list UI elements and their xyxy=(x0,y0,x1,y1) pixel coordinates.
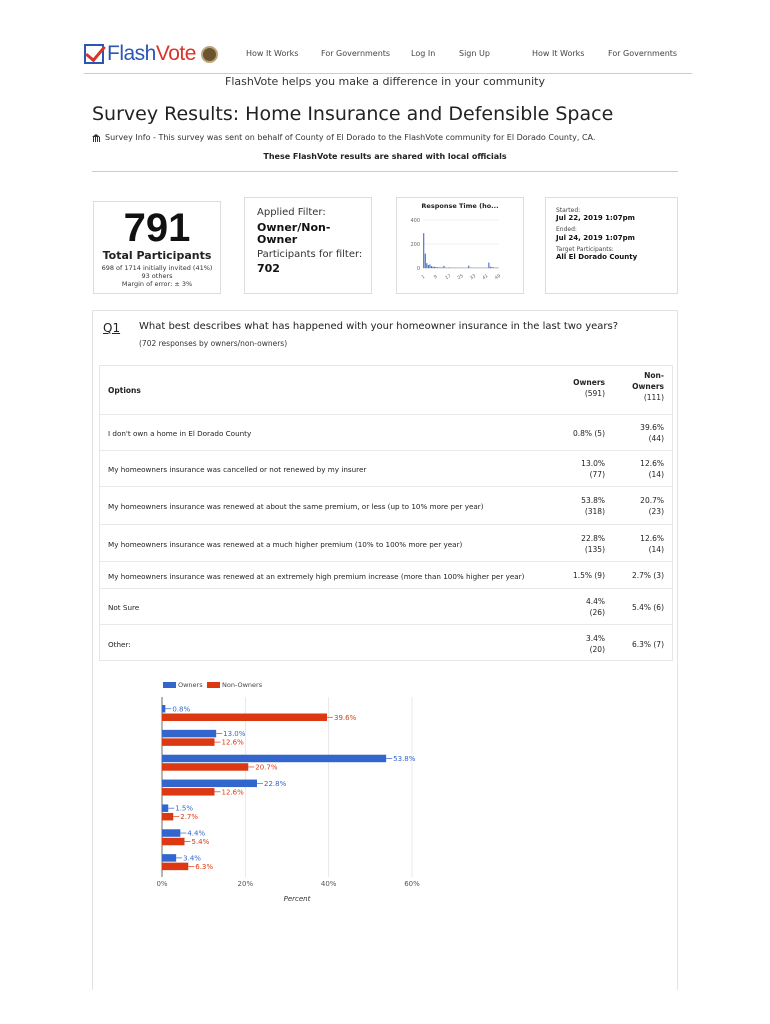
target-value: All El Dorado County xyxy=(556,253,638,261)
nonowners-cell xyxy=(614,458,664,480)
chart-bar xyxy=(162,714,327,722)
nonowners-cell-percent: 2.7% (3) xyxy=(631,571,664,580)
legend-owners-swatch xyxy=(163,682,176,688)
total-participants-label: Total Participants xyxy=(102,249,212,262)
owners-cell xyxy=(545,570,605,581)
histogram-bar xyxy=(490,267,491,268)
page-title: Survey Results: Home Insurance and Defensible Space xyxy=(92,103,614,125)
table-row xyxy=(100,414,672,450)
chart-bar xyxy=(162,813,173,821)
filter-participants-value: 702 xyxy=(257,262,280,275)
chart-bar xyxy=(162,838,185,846)
question-text: What best describes what has happened with your homeowner insurance in the last two years? xyxy=(139,321,619,332)
chart-x-tick: 60% xyxy=(404,880,420,888)
histogram-bar xyxy=(433,267,434,268)
nonowners-cell-percent: 39.6% xyxy=(640,423,664,432)
owners-cell-count: (77) xyxy=(589,470,605,479)
row-option-label: My homeowners insurance was renewed at a much higher premium (10% to 100% more per year) xyxy=(108,539,463,549)
logo-name-main: Flash xyxy=(107,42,156,65)
county-seal-icon xyxy=(201,46,218,63)
histogram-bar xyxy=(425,254,426,268)
histogram-bar xyxy=(436,267,437,268)
table-row xyxy=(100,588,672,624)
chart-x-axis-label: Percent xyxy=(283,895,311,903)
nonowners-cell xyxy=(614,422,664,444)
histogram-bar xyxy=(423,233,424,268)
nonowners-cell-count: (23) xyxy=(648,507,664,516)
nonowners-cell xyxy=(614,570,664,581)
nav-how-it-works[interactable]: How It Works xyxy=(246,49,299,58)
owners-header-count: (591) xyxy=(584,389,605,398)
top-navigation-bar xyxy=(84,40,692,74)
nonowners-cell-count: (14) xyxy=(648,470,664,479)
histogram-x-tick: 49 xyxy=(494,273,502,282)
chart-data-label: 2.7% xyxy=(180,813,199,822)
row-option-label: I don't own a home in El Dorado County xyxy=(108,429,252,438)
others-count: 93 others xyxy=(141,272,173,280)
target-label: Target Participants: xyxy=(556,246,614,253)
owners-cell xyxy=(545,633,605,655)
row-option-label: My homeowners insurance was renewed at an extremely high premium increase (more than 100% higher per year) xyxy=(108,571,525,581)
chart-data-label: 12.6% xyxy=(221,738,244,747)
chart-bar xyxy=(162,705,165,713)
nonowners-cell xyxy=(614,533,664,555)
chart-bar xyxy=(162,863,188,871)
chart-bar xyxy=(162,755,386,763)
histogram-bar xyxy=(440,267,441,268)
owners-cell xyxy=(545,458,605,480)
chart-bar xyxy=(162,780,257,788)
histogram-x-tick: 9 xyxy=(433,274,439,281)
histogram-y-tick: 400 xyxy=(410,218,420,224)
response-time-title: Response Time (ho... xyxy=(421,202,499,210)
histogram-x-tick: 25 xyxy=(457,273,465,282)
nonowners-cell-count: (14) xyxy=(648,544,664,554)
histogram-y-tick: 200 xyxy=(410,242,420,248)
histogram-bar xyxy=(468,266,469,268)
owners-cell-count: (135) xyxy=(584,544,605,554)
nonowners-cell-percent: 6.3% (7) xyxy=(631,639,664,649)
row-option-label: My homeowners insurance was renewed at about the same premium, or less (up to 10% more per year) xyxy=(108,502,484,511)
owners-cell-count: (26) xyxy=(589,608,605,617)
column-header-nonowners xyxy=(614,370,664,403)
nav-for-governments[interactable]: For Governments xyxy=(321,49,391,58)
histogram-bar xyxy=(434,267,435,268)
histogram-bar xyxy=(431,266,432,268)
owners-cell-percent: 3.4% xyxy=(585,634,605,643)
question-number: Q1 xyxy=(103,321,121,335)
filter-card xyxy=(244,197,372,294)
chart-data-label: 20.7% xyxy=(255,763,278,772)
histogram-bar xyxy=(428,265,429,268)
dates-card xyxy=(545,197,678,294)
chart-x-tick: 20% xyxy=(237,880,254,888)
invited-count: 698 of 1714 initially invited (41%) xyxy=(101,264,213,272)
tagline: FlashVote helps you make a difference in your community xyxy=(225,75,545,88)
histogram-bar xyxy=(439,267,440,268)
divider xyxy=(92,171,678,172)
shared-note: These FlashVote results are shared with local officials xyxy=(263,152,507,161)
chart-bar xyxy=(162,738,215,746)
filter-participants-label: Participants for filter: xyxy=(257,249,363,260)
chart-data-label: 5.4% xyxy=(191,838,210,847)
nonowners-header-count: (111) xyxy=(643,393,664,402)
nonowners-header-label-2: Owners xyxy=(632,382,664,391)
chart-x-tick: 0% xyxy=(156,880,168,888)
histogram-bar xyxy=(443,266,444,268)
chart-data-label: 39.6% xyxy=(334,713,357,722)
logo-text xyxy=(107,42,196,66)
nonowners-cell-percent: 12.6% xyxy=(640,533,664,543)
table-row xyxy=(100,561,672,588)
nonowners-cell xyxy=(614,639,664,650)
legend-nonowners-swatch xyxy=(207,682,220,688)
legend-owners-label: Owners xyxy=(178,681,203,689)
owners-cell-percent: 22.8% xyxy=(581,533,605,543)
histogram-bar xyxy=(488,263,489,268)
chart-data-label: 0.8% xyxy=(172,705,191,714)
nav-log-in[interactable]: Log In xyxy=(411,49,436,58)
nonowners-cell xyxy=(614,495,664,517)
owners-cell xyxy=(545,533,605,555)
owners-cell-count: (20) xyxy=(589,645,605,654)
response-time-histogram xyxy=(397,198,525,295)
legend-nonowners xyxy=(207,681,262,689)
margin-of-error: Margin of error: ± 3% xyxy=(121,280,193,288)
histogram-x-tick: 41 xyxy=(481,273,490,282)
chart-data-label: 53.8% xyxy=(393,754,416,763)
histogram-y-tick: 0 xyxy=(416,266,420,272)
legend-owners xyxy=(163,681,203,689)
question-subtext: (702 responses by owners/non-owners) xyxy=(139,339,288,348)
owners-header-label: Owners xyxy=(573,378,605,387)
chart-bar xyxy=(162,763,248,771)
survey-info xyxy=(92,133,595,142)
nav-for-governments-secondary[interactable]: For Governments xyxy=(608,49,678,58)
response-time-card xyxy=(396,197,524,294)
results-table xyxy=(99,365,673,661)
histogram-x-tick: 33 xyxy=(469,273,477,282)
chart-bar xyxy=(162,730,216,738)
started-label: Started: xyxy=(556,207,581,214)
chart-data-label: 6.3% xyxy=(195,862,214,871)
owners-cell-percent: 0.8% (5) xyxy=(572,428,605,438)
flashvote-logo[interactable] xyxy=(84,42,218,66)
owners-cell xyxy=(545,428,605,439)
histogram-x-tick: 1 xyxy=(421,274,427,281)
chart-bar xyxy=(162,829,180,837)
owners-cell-count: (318) xyxy=(584,507,605,516)
column-header-owners xyxy=(545,377,605,399)
table-row xyxy=(100,486,672,524)
table-row xyxy=(100,524,672,561)
column-header-options: Options xyxy=(108,386,141,395)
survey-info-text: Survey Info - This survey was sent on behalf of County of El Dorado to the FlashVote community for El Dorado County, CA. xyxy=(105,133,596,142)
chart-bar xyxy=(162,804,168,812)
ended-value: Jul 24, 2019 1:07pm xyxy=(556,234,635,242)
chart-bar xyxy=(162,788,215,796)
participants-card xyxy=(93,201,221,294)
histogram-bar xyxy=(437,267,438,268)
nonowners-cell-count: (44) xyxy=(648,434,664,443)
nonowners-cell xyxy=(614,602,664,613)
owners-cell-percent: 4.4% xyxy=(585,597,605,606)
chart-bar xyxy=(162,854,176,862)
owners-cell xyxy=(545,495,605,517)
histogram-bar xyxy=(491,267,492,268)
checkbox-logo-icon xyxy=(84,44,104,64)
nav-sign-up[interactable]: Sign Up xyxy=(459,49,490,58)
chart-data-label: 1.5% xyxy=(175,804,194,813)
nonowners-cell-percent: 20.7% xyxy=(640,496,664,505)
applied-filter-label: Applied Filter: xyxy=(257,207,326,218)
chart-data-label: 13.0% xyxy=(223,730,246,739)
owners-cell-percent: 53.8% xyxy=(581,496,605,505)
nav-how-it-works-secondary[interactable]: How It Works xyxy=(532,49,585,58)
histogram-bar xyxy=(493,267,494,268)
chart-x-tick: 40% xyxy=(320,880,337,888)
row-option-label: Other: xyxy=(108,640,131,649)
question-card xyxy=(92,310,678,990)
row-option-label: My homeowners insurance was cancelled or not renewed by my insurer xyxy=(108,465,367,474)
results-bar-chart xyxy=(93,693,679,933)
owners-cell-percent: 1.5% (9) xyxy=(572,571,605,580)
table-row xyxy=(100,450,672,486)
total-participants-number: 791 xyxy=(123,206,191,250)
started-value: Jul 22, 2019 1:07pm xyxy=(556,214,635,222)
histogram-bar xyxy=(426,263,427,268)
histogram-bar xyxy=(429,264,430,268)
legend-nonowners-label: Non-Owners xyxy=(222,681,263,689)
logo-name-accent: Vote xyxy=(155,42,196,65)
chart-data-label: 12.6% xyxy=(221,788,244,797)
applied-filter-value-line1: Owner/Non- xyxy=(257,221,331,234)
chart-data-label: 4.4% xyxy=(187,829,206,838)
chart-data-label: 22.8% xyxy=(264,779,287,788)
government-building-icon xyxy=(92,134,101,142)
row-option-label: Not Sure xyxy=(108,603,140,612)
ended-label: Ended: xyxy=(556,226,577,233)
owners-cell-percent: 13.0% xyxy=(581,459,605,468)
nonowners-cell-percent: 12.6% xyxy=(640,459,664,468)
nonowners-header-label-1: Non- xyxy=(644,371,664,380)
histogram-x-tick: 17 xyxy=(444,273,453,282)
owners-cell xyxy=(545,596,605,618)
table-row xyxy=(100,624,672,662)
nonowners-cell-percent: 5.4% (6) xyxy=(631,602,664,612)
chart-data-label: 3.4% xyxy=(183,854,201,863)
applied-filter-value-line2: Owner xyxy=(257,233,298,246)
